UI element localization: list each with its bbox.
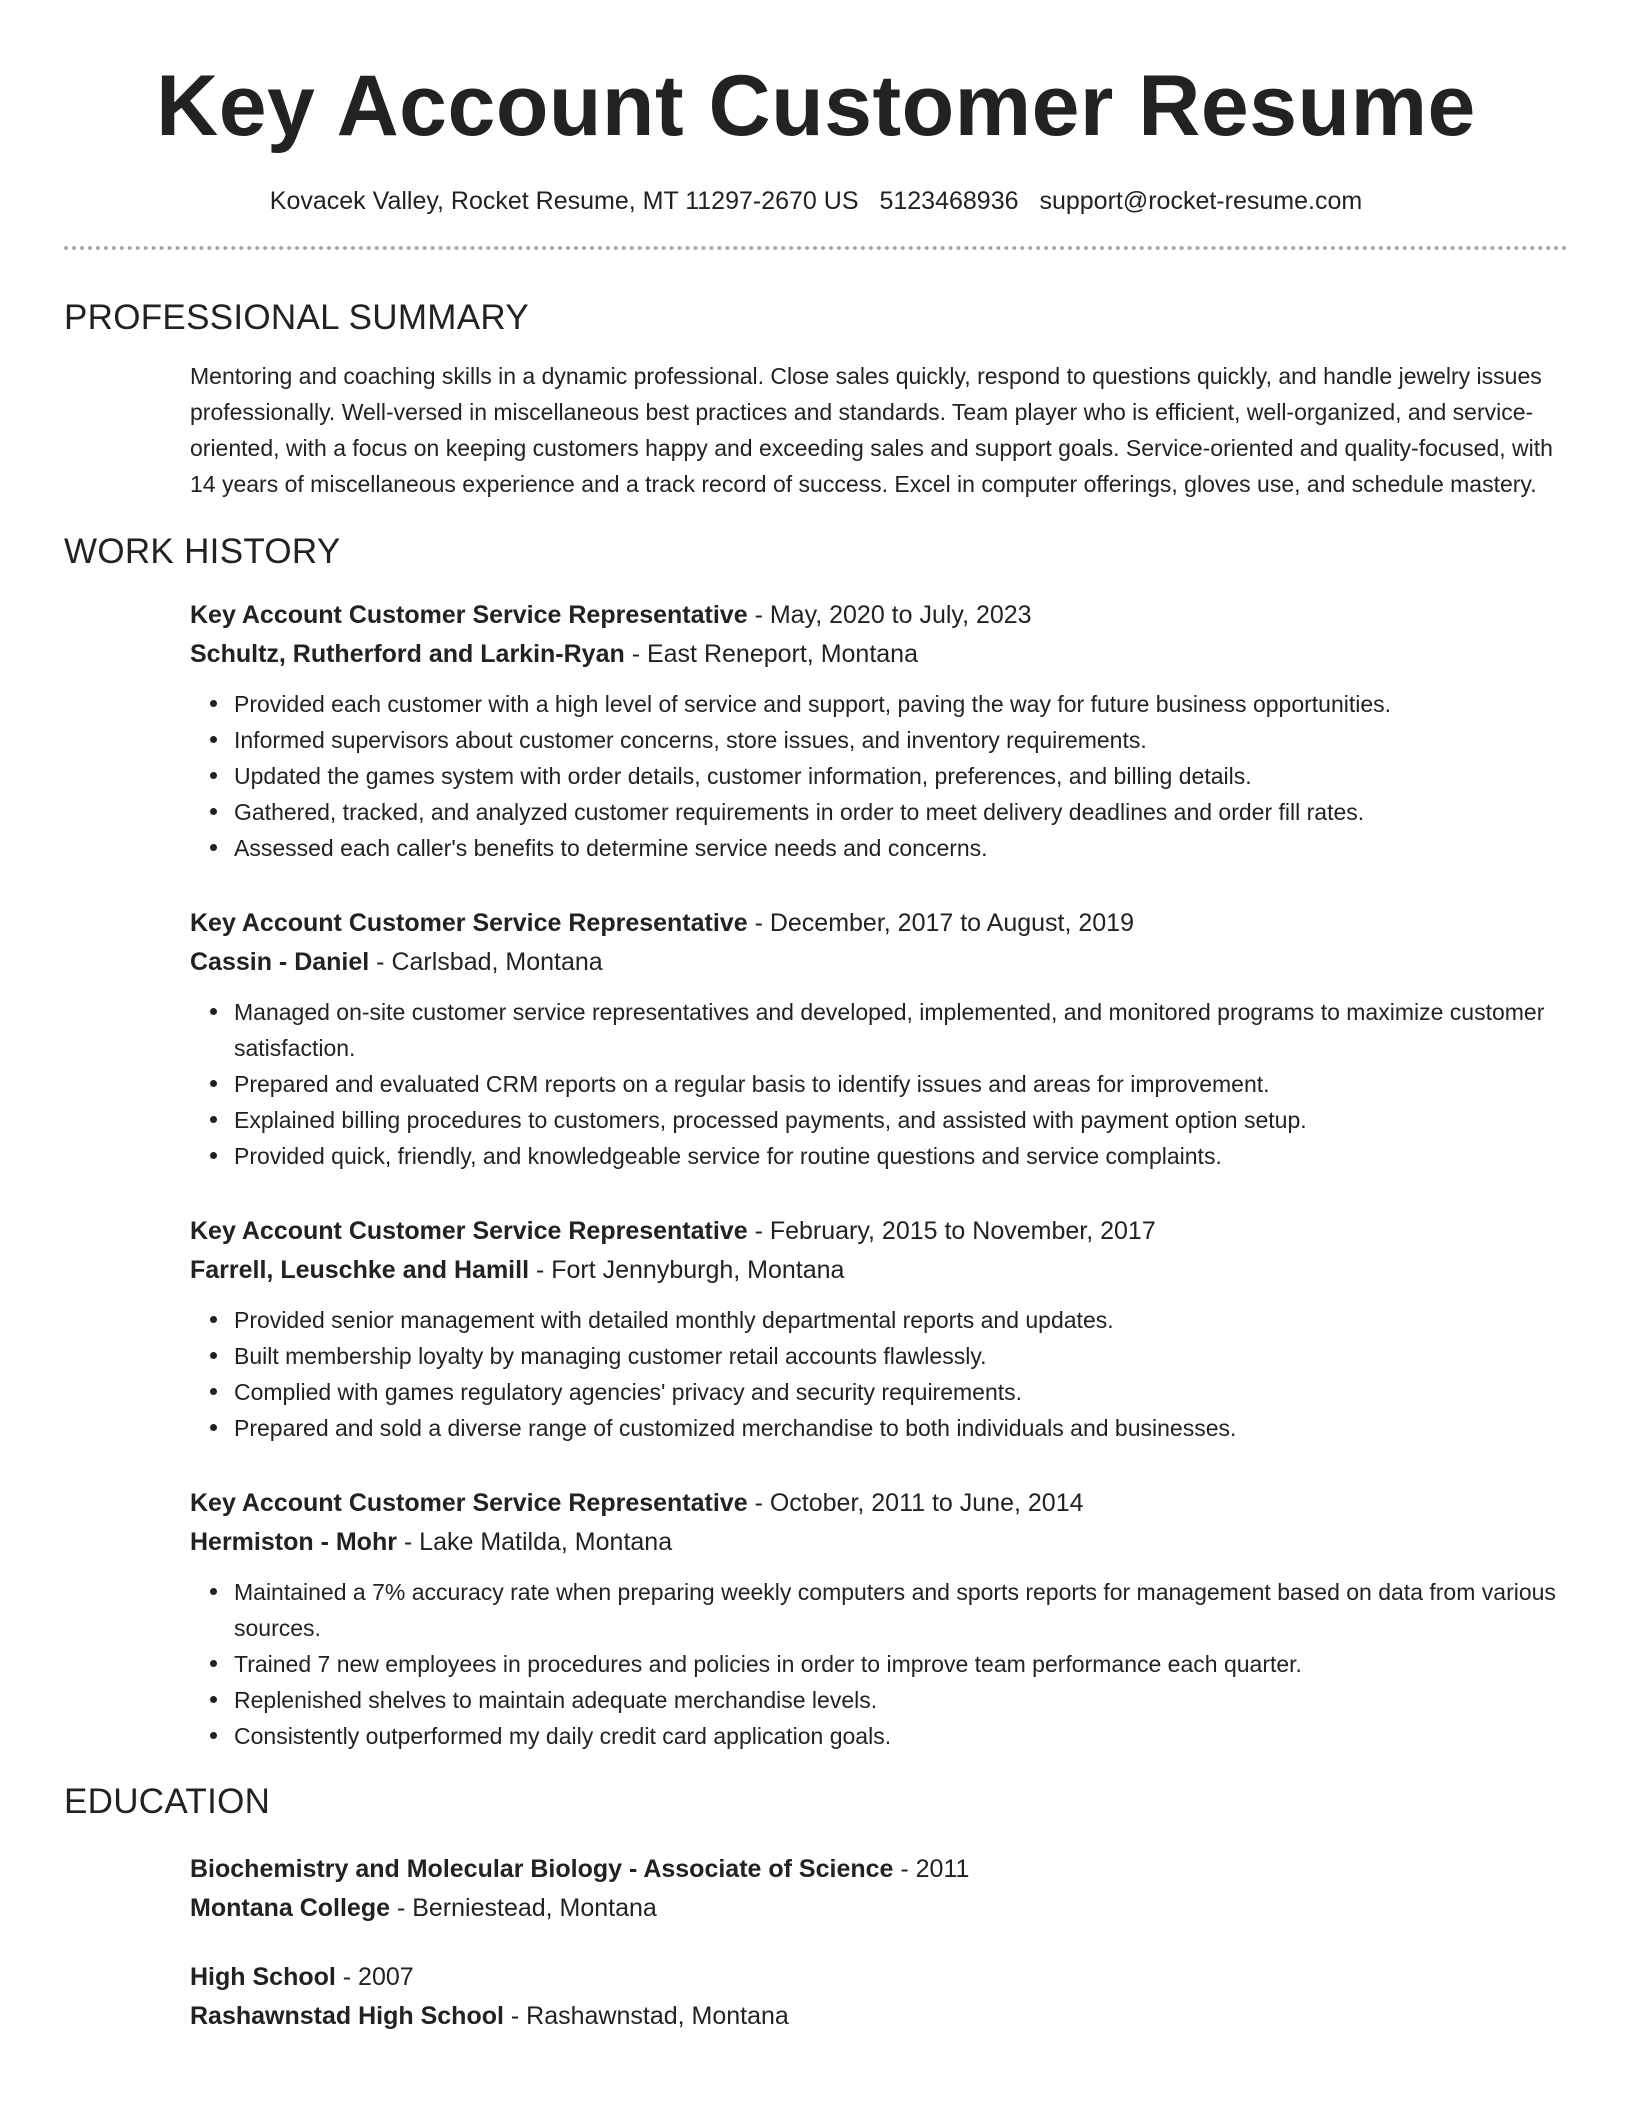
job-bullet: Managed on-site customer service representatives and developed, implemented, and monitored programs to maximize customer satisfaction. bbox=[190, 994, 1560, 1066]
school-line bbox=[190, 1997, 1560, 2036]
job-bullet: Prepared and evaluated CRM reports on a regular basis to identify issues and areas for improvement. bbox=[190, 1066, 1560, 1102]
contact-address: Kovacek Valley, Rocket Resume, MT 11297-2670 US bbox=[269, 187, 859, 215]
job-title: Key Account Customer Service Representative bbox=[190, 909, 748, 937]
job-bullet: Informed supervisors about customer concerns, store issues, and inventory requirements. bbox=[190, 722, 1560, 758]
job-company: Hermiston - Mohr bbox=[190, 1528, 397, 1556]
job-entry bbox=[190, 1484, 1560, 1754]
job-bullet: Maintained a 7% accuracy rate when preparing weekly computers and sports reports for management based on data from various sources. bbox=[190, 1574, 1560, 1646]
job-company: Farrell, Leuschke and Hamill bbox=[190, 1256, 530, 1284]
job-bullet: Built membership loyalty by managing customer retail accounts flawlessly. bbox=[190, 1338, 1560, 1374]
job-dates: - October, 2011 to June, 2014 bbox=[747, 1489, 1084, 1517]
job-location: - Carlsbad, Montana bbox=[369, 948, 603, 976]
job-company-line bbox=[190, 1251, 1560, 1290]
job-bullet: Provided senior management with detailed monthly departmental reports and updates. bbox=[190, 1302, 1560, 1338]
job-title-line bbox=[190, 904, 1560, 943]
job-bullet: Replenished shelves to maintain adequate merchandise levels. bbox=[190, 1682, 1560, 1718]
job-bullets bbox=[190, 686, 1560, 866]
education-section bbox=[64, 1780, 1568, 2036]
job-title-line bbox=[190, 596, 1560, 635]
job-title: Key Account Customer Service Representative bbox=[190, 601, 748, 629]
work-history-heading: WORK HISTORY bbox=[64, 532, 341, 571]
job-bullet: Trained 7 new employees in procedures and policies in order to improve team performance each quarter. bbox=[190, 1646, 1560, 1682]
job-title: Key Account Customer Service Representative bbox=[190, 1489, 748, 1517]
school-location: - Berniestead, Montana bbox=[390, 1894, 657, 1922]
job-company: Schultz, Rutherford and Larkin-Ryan bbox=[190, 640, 625, 668]
education-heading: EDUCATION bbox=[64, 1782, 271, 1821]
job-bullet: Consistently outperformed my daily credit card application goals. bbox=[190, 1718, 1560, 1754]
job-entry bbox=[190, 904, 1560, 1174]
job-entry bbox=[190, 596, 1560, 866]
summary-section bbox=[64, 296, 1568, 502]
job-bullet: Explained billing procedures to customers, processed payments, and assisted with payment option setup. bbox=[190, 1102, 1560, 1138]
header-divider bbox=[64, 246, 1568, 250]
job-company-line bbox=[190, 943, 1560, 982]
resume-title: Key Account Customer Resume bbox=[156, 58, 1476, 154]
job-dates: - February, 2015 to November, 2017 bbox=[747, 1217, 1156, 1245]
job-bullet: Assessed each caller's benefits to determine service needs and concerns. bbox=[190, 830, 1560, 866]
job-location: - Lake Matilda, Montana bbox=[396, 1528, 673, 1556]
job-bullets bbox=[190, 1574, 1560, 1754]
job-bullet: Updated the games system with order details, customer information, preferences, and billing details. bbox=[190, 758, 1560, 794]
job-dates: - December, 2017 to August, 2019 bbox=[747, 909, 1134, 937]
contact-info bbox=[64, 184, 1568, 218]
contact-phone: 5123468936 bbox=[879, 187, 1019, 215]
summary-text: Mentoring and coaching skills in a dynamic professional. Close sales quickly, respond to questions quickly, and handle jewelry issues professionally. Well-versed in miscellaneous best practices and standards. Team player who is efficient, well-organized, and service-oriented, with a focus on keeping customers happy and exceeding sales and support goals. Service-oriented and quality-focused, with 14 years of miscellaneous experience and a track record of success. Excel in computer offerings, gloves use, and schedule mastery. bbox=[190, 363, 1553, 497]
job-company: Cassin - Daniel bbox=[190, 948, 370, 976]
job-company-line bbox=[190, 1523, 1560, 1562]
degree-line bbox=[190, 1850, 1560, 1889]
job-entry bbox=[190, 1212, 1560, 1446]
job-dates: - May, 2020 to July, 2023 bbox=[747, 601, 1032, 629]
school-name: Montana College bbox=[190, 1894, 391, 1922]
job-bullets bbox=[190, 1302, 1560, 1446]
school-line bbox=[190, 1889, 1560, 1928]
work-history-section bbox=[64, 530, 1568, 1754]
job-bullet: Provided quick, friendly, and knowledgeable service for routine questions and service complaints. bbox=[190, 1138, 1560, 1174]
school-name: Rashawnstad High School bbox=[190, 2002, 504, 2030]
degree-name: Biochemistry and Molecular Biology - Associate of Science bbox=[190, 1855, 894, 1883]
job-location: - Fort Jennyburgh, Montana bbox=[529, 1256, 845, 1284]
job-title: Key Account Customer Service Representative bbox=[190, 1217, 748, 1245]
education-entry bbox=[190, 1958, 1560, 2036]
job-bullet: Prepared and sold a diverse range of customized merchandise to both individuals and businesses. bbox=[190, 1410, 1560, 1446]
job-location: - East Reneport, Montana bbox=[624, 640, 918, 668]
job-company-line bbox=[190, 635, 1560, 674]
summary-heading: PROFESSIONAL SUMMARY bbox=[64, 298, 529, 337]
degree-year: - 2011 bbox=[893, 1855, 970, 1883]
school-location: - Rashawnstad, Montana bbox=[503, 2002, 789, 2030]
job-bullet: Complied with games regulatory agencies' privacy and security requirements. bbox=[190, 1374, 1560, 1410]
job-bullets bbox=[190, 994, 1560, 1174]
contact-email: support@rocket-resume.com bbox=[1039, 187, 1363, 215]
job-bullet: Gathered, tracked, and analyzed customer requirements in order to meet delivery deadlines and order fill rates. bbox=[190, 794, 1560, 830]
job-title-line bbox=[190, 1212, 1560, 1251]
job-title-line bbox=[190, 1484, 1560, 1523]
degree-name: High School bbox=[190, 1963, 336, 1991]
degree-year: - 2007 bbox=[335, 1963, 414, 1991]
education-entry bbox=[190, 1850, 1560, 1928]
degree-line bbox=[190, 1958, 1560, 1997]
job-bullet: Provided each customer with a high level of service and support, paving the way for future business opportunities. bbox=[190, 686, 1560, 722]
